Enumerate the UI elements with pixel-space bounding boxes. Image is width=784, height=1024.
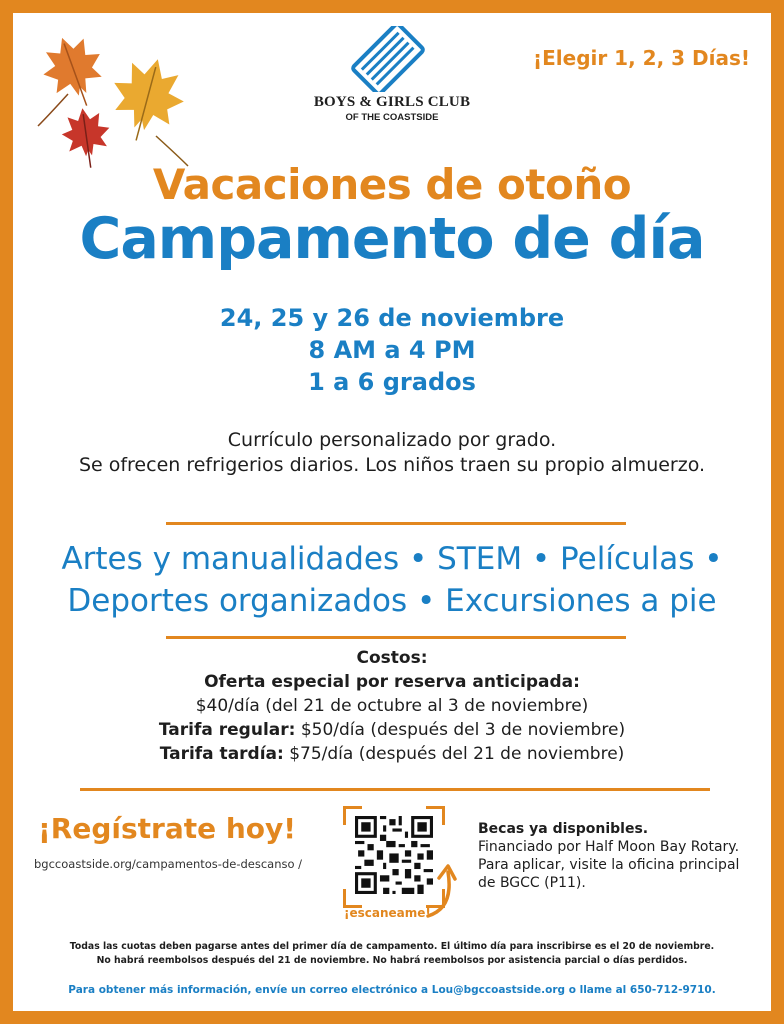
scholarship-line: Financiado por Half Moon Bay Rotary.	[478, 839, 740, 855]
late-rate-label: Tarifa tardía:	[159, 744, 284, 764]
divider	[166, 522, 626, 525]
activities-line: Artes y manualidades • STEM • Películas •	[61, 541, 723, 577]
logo-subtitle: OF THE COASTSIDE	[345, 112, 439, 123]
divider	[166, 636, 626, 639]
scholarship-info	[478, 820, 768, 892]
regular-rate-value: $50/día (después del 3 de noviembre)	[295, 720, 626, 740]
scan-me-label: ¡escaneame!	[344, 906, 431, 920]
event-subtitle: Vacaciones de otoño	[152, 160, 632, 209]
scholarship-line: de BGCC (P11).	[478, 875, 586, 891]
register-cta: ¡Regístrate hoy!	[38, 812, 297, 845]
event-description	[0, 428, 784, 478]
event-hours: 8 AM a 4 PM	[308, 336, 476, 364]
club-logo	[300, 26, 484, 126]
early-rate-label: Oferta especial por reserva anticipada:	[204, 672, 580, 692]
registration-url[interactable]: bgccoastside.org/campamentos-de-descanso /	[34, 857, 303, 871]
late-rate-value: $75/día (después del 21 de noviembre)	[283, 744, 625, 764]
costs-heading: Costos:	[356, 648, 428, 668]
description-line: Currículo personalizado por grado.	[227, 429, 557, 451]
event-dates: 24, 25 y 26 de noviembre	[219, 304, 565, 332]
event-title: Campamento de día	[79, 206, 705, 272]
contact-info: Para obtener más información, envíe un correo electrónico a Lou@bgccoastside.org o llame al 650-712-9710.	[68, 984, 716, 996]
terms-line: Todas las cuotas deben pagarse antes del primer día de campamento. El último día para inscribirse es el 20 de noviembre.	[69, 941, 715, 952]
scholarship-line: Para aplicar, visite la oficina principal	[478, 857, 740, 873]
scholarship-heading: Becas ya disponibles.	[478, 821, 649, 837]
costs-section	[0, 646, 784, 766]
divider	[80, 788, 710, 791]
early-rate-value: $40/día (del 21 de octubre al 3 de noviembre)	[195, 696, 589, 716]
description-line: Se ofrecen refrigerios diarios. Los niños traen su propio almuerzo.	[78, 454, 706, 476]
activities-line: Deportes organizados • Excursiones a pie	[67, 583, 717, 619]
clasped-hands-logo-icon	[340, 26, 436, 92]
event-grades: 1 a 6 grados	[308, 368, 476, 396]
activities-list	[0, 538, 784, 622]
payment-terms	[0, 940, 784, 968]
terms-line: No habrá reembolsos después del 21 de noviembre. No habrá reembolsos por asistencia parcial o días perdidos.	[96, 955, 688, 966]
event-info	[0, 302, 784, 398]
regular-rate-label: Tarifa regular:	[158, 720, 296, 740]
logo-name: BOYS & GIRLS CLUB	[313, 94, 471, 110]
choose-days-tag: ¡Elegir 1, 2, 3 Días!	[532, 46, 750, 70]
